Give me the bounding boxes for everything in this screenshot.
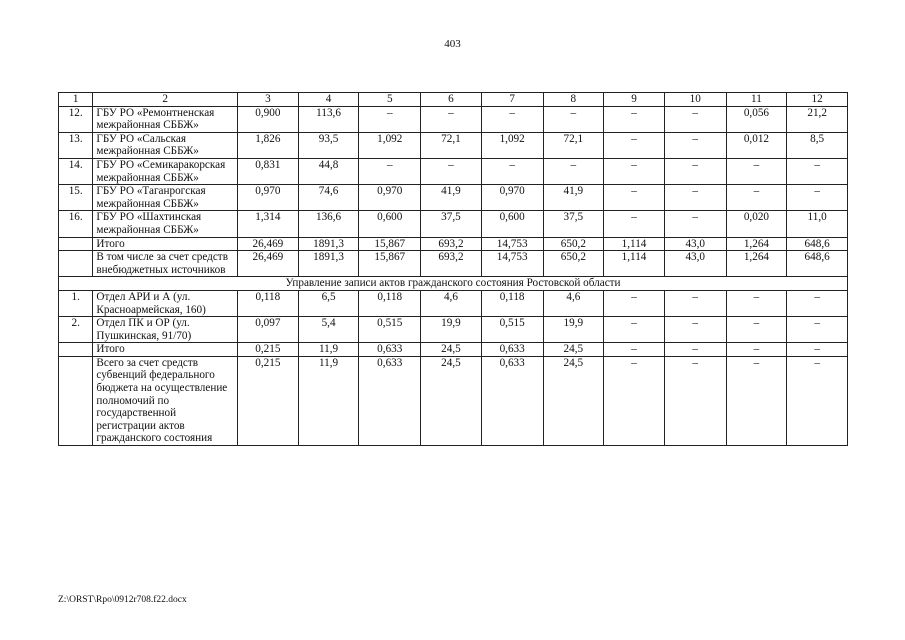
table-row [59, 343, 848, 357]
value-cell: 1,264 [726, 237, 787, 251]
value-cell: – [787, 185, 848, 211]
value-cell: – [604, 132, 665, 158]
value-cell: 650,2 [543, 237, 604, 251]
value-cell: 0,831 [238, 158, 299, 184]
value-cell: – [543, 106, 604, 132]
value-cell: 8,5 [787, 132, 848, 158]
header-row [59, 93, 848, 107]
row-number-cell: 14. [59, 158, 93, 184]
table-row [59, 158, 848, 184]
value-cell: – [604, 343, 665, 357]
value-cell: 26,469 [238, 237, 299, 251]
header-cell: 1 [59, 93, 93, 107]
value-cell: 24,5 [543, 356, 604, 445]
value-cell: – [664, 290, 726, 316]
row-name-cell: ГБУ РО «Шахтинская межрайонная СББЖ» [93, 211, 238, 237]
row-name-cell: В том числе за счет средств внебюджетных источников [93, 251, 238, 277]
row-number-cell [59, 237, 93, 251]
value-cell: 4,6 [421, 290, 482, 316]
row-number-cell [59, 251, 93, 277]
value-cell: 24,5 [543, 343, 604, 357]
value-cell: 0,118 [238, 290, 299, 316]
value-cell: – [787, 158, 848, 184]
page-number: 403 [444, 38, 461, 50]
value-cell: 0,633 [481, 356, 543, 445]
table-row [59, 106, 848, 132]
row-name-cell: Всего за счет средств субвенций федерального бюджета на осуществление полномочий по государственной регистрации актов гражданского состояния [93, 356, 238, 445]
section-row [59, 277, 848, 291]
value-cell: – [664, 185, 726, 211]
value-cell: – [604, 290, 665, 316]
table-row [59, 290, 848, 316]
value-cell: 24,5 [421, 343, 482, 357]
value-cell: – [604, 356, 665, 445]
value-cell: 11,9 [298, 356, 359, 445]
row-name-cell: Отдел ПК и ОР (ул. Пушкинская, 91/70) [93, 317, 238, 343]
value-cell: – [604, 185, 665, 211]
value-cell: 1,114 [604, 237, 665, 251]
value-cell: – [421, 106, 482, 132]
row-number-cell: 13. [59, 132, 93, 158]
value-cell: – [726, 343, 787, 357]
row-number-cell: 2. [59, 317, 93, 343]
row-number-cell: 1. [59, 290, 93, 316]
value-cell: – [664, 106, 726, 132]
header-cell: 5 [359, 93, 421, 107]
value-cell: 21,2 [787, 106, 848, 132]
value-cell: – [726, 185, 787, 211]
value-cell: – [787, 317, 848, 343]
value-cell: 0,215 [238, 356, 299, 445]
value-cell: 0,118 [359, 290, 421, 316]
header-cell: 3 [238, 93, 299, 107]
row-number-cell: 15. [59, 185, 93, 211]
header-cell: 7 [481, 93, 543, 107]
value-cell: 44,8 [298, 158, 359, 184]
value-cell: – [664, 356, 726, 445]
value-cell: 648,6 [787, 251, 848, 277]
row-name-cell: ГБУ РО «Ремонтненская межрайонная СББЖ» [93, 106, 238, 132]
value-cell: 0,118 [481, 290, 543, 316]
value-cell: 26,469 [238, 251, 299, 277]
value-cell: – [726, 290, 787, 316]
value-cell: 136,6 [298, 211, 359, 237]
value-cell: – [359, 106, 421, 132]
value-cell: 14,753 [481, 237, 543, 251]
header-cell: 9 [604, 93, 665, 107]
value-cell: 37,5 [421, 211, 482, 237]
section-title: Управление записи актов гражданского состояния Ростовской области [59, 277, 848, 291]
value-cell: – [787, 290, 848, 316]
row-number-cell [59, 356, 93, 445]
table-row [59, 211, 848, 237]
value-cell: 113,6 [298, 106, 359, 132]
value-cell: – [604, 317, 665, 343]
header-cell: 10 [664, 93, 726, 107]
value-cell: – [481, 158, 543, 184]
value-cell: – [359, 158, 421, 184]
value-cell: 11,9 [298, 343, 359, 357]
value-cell: 15,867 [359, 237, 421, 251]
value-cell: 0,215 [238, 343, 299, 357]
table-row [59, 317, 848, 343]
value-cell: 74,6 [298, 185, 359, 211]
value-cell: 4,6 [543, 290, 604, 316]
value-cell: 0,515 [481, 317, 543, 343]
table-row [59, 185, 848, 211]
data-table [58, 92, 848, 446]
value-cell: 0,020 [726, 211, 787, 237]
value-cell: – [481, 106, 543, 132]
value-cell: 0,600 [481, 211, 543, 237]
value-cell: 1,114 [604, 251, 665, 277]
value-cell: 41,9 [421, 185, 482, 211]
value-cell: 93,5 [298, 132, 359, 158]
value-cell: 15,867 [359, 251, 421, 277]
value-cell: 11,0 [787, 211, 848, 237]
value-cell: 1,092 [481, 132, 543, 158]
value-cell: 1,092 [359, 132, 421, 158]
value-cell: – [604, 211, 665, 237]
row-number-cell [59, 343, 93, 357]
value-cell: – [664, 343, 726, 357]
row-name-cell: Итого [93, 343, 238, 357]
value-cell: – [787, 343, 848, 357]
header-cell: 4 [298, 93, 359, 107]
value-cell: 648,6 [787, 237, 848, 251]
value-cell: 1891,3 [298, 237, 359, 251]
value-cell: 43,0 [664, 251, 726, 277]
value-cell: 0,970 [238, 185, 299, 211]
footer-file-path: Z:\ORST\Rpo\0912r708.f22.docx [58, 595, 187, 605]
value-cell: – [421, 158, 482, 184]
value-cell: 0,012 [726, 132, 787, 158]
table-row [59, 132, 848, 158]
value-cell: 0,056 [726, 106, 787, 132]
value-cell: 0,515 [359, 317, 421, 343]
value-cell: – [664, 317, 726, 343]
value-cell: 0,633 [359, 356, 421, 445]
value-cell: 5,4 [298, 317, 359, 343]
table-body [59, 93, 848, 446]
value-cell: 19,9 [543, 317, 604, 343]
header-cell: 6 [421, 93, 482, 107]
value-cell: 0,970 [359, 185, 421, 211]
value-cell: 0,900 [238, 106, 299, 132]
table-row [59, 251, 848, 277]
value-cell: – [664, 132, 726, 158]
row-name-cell: ГБУ РО «Семикаракорская межрайонная СББЖ» [93, 158, 238, 184]
table-row [59, 237, 848, 251]
value-cell: 1,264 [726, 251, 787, 277]
header-cell: 8 [543, 93, 604, 107]
value-cell: 650,2 [543, 251, 604, 277]
value-cell: – [604, 158, 665, 184]
value-cell: 72,1 [543, 132, 604, 158]
value-cell: – [664, 211, 726, 237]
value-cell: 19,9 [421, 317, 482, 343]
value-cell: 0,633 [359, 343, 421, 357]
row-name-cell: Отдел АРИ и А (ул. Красноармейская, 160) [93, 290, 238, 316]
value-cell: – [543, 158, 604, 184]
value-cell: 693,2 [421, 237, 482, 251]
value-cell: 14,753 [481, 251, 543, 277]
value-cell: 6,5 [298, 290, 359, 316]
value-cell: 41,9 [543, 185, 604, 211]
value-cell: 0,097 [238, 317, 299, 343]
value-cell: – [726, 356, 787, 445]
value-cell: 37,5 [543, 211, 604, 237]
header-cell: 12 [787, 93, 848, 107]
value-cell: 693,2 [421, 251, 482, 277]
value-cell: 1,826 [238, 132, 299, 158]
value-cell: 0,600 [359, 211, 421, 237]
value-cell: 24,5 [421, 356, 482, 445]
value-cell: 0,970 [481, 185, 543, 211]
row-name-cell: ГБУ РО «Сальская межрайонная СББЖ» [93, 132, 238, 158]
row-number-cell: 12. [59, 106, 93, 132]
header-cell: 2 [93, 93, 238, 107]
value-cell: 0,633 [481, 343, 543, 357]
header-cell: 11 [726, 93, 787, 107]
value-cell: 72,1 [421, 132, 482, 158]
value-cell: – [664, 158, 726, 184]
value-cell: 1,314 [238, 211, 299, 237]
row-name-cell: ГБУ РО «Таганрогская межрайонная СББЖ» [93, 185, 238, 211]
value-cell: – [604, 106, 665, 132]
row-number-cell: 16. [59, 211, 93, 237]
value-cell: 1891,3 [298, 251, 359, 277]
table-row [59, 356, 848, 445]
value-cell: 43,0 [664, 237, 726, 251]
value-cell: – [726, 317, 787, 343]
value-cell: – [726, 158, 787, 184]
row-name-cell: Итого [93, 237, 238, 251]
value-cell: – [787, 356, 848, 445]
